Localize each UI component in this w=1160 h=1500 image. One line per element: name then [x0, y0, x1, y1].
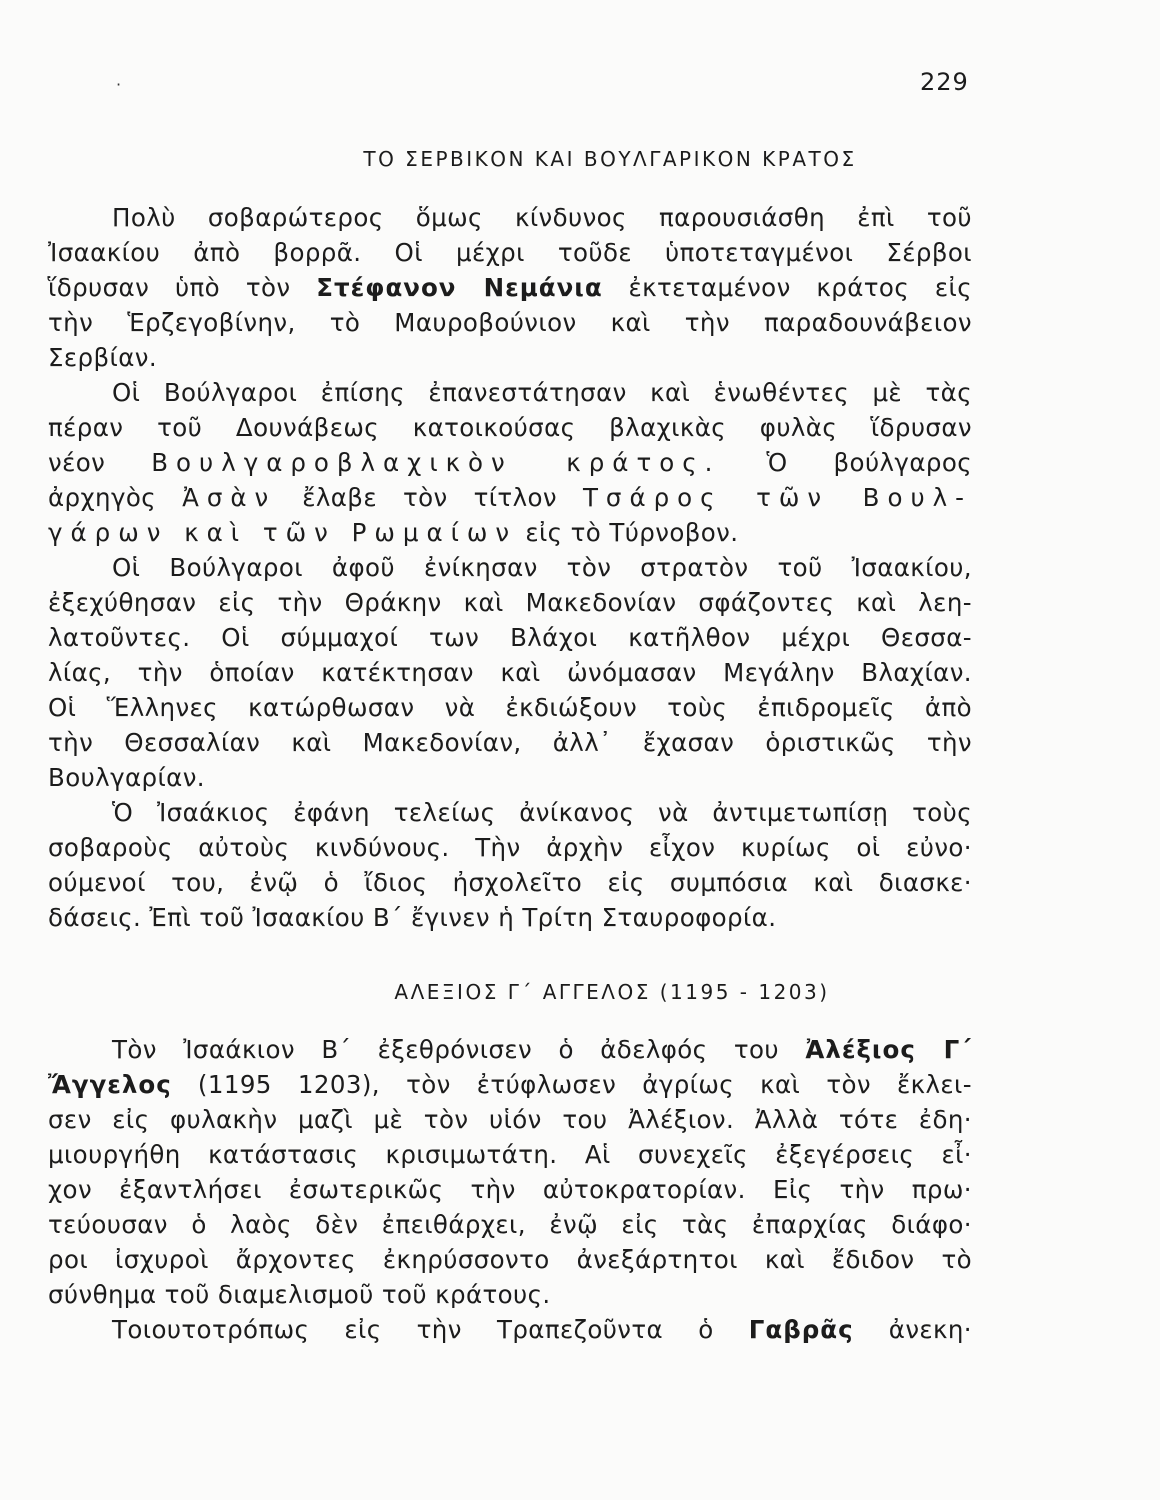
text-line: Βουλγαρίαν. [48, 763, 205, 792]
text-span: ἀνεκη· [888, 1315, 972, 1344]
bold-name: Στέφανον Νεμάνια [316, 273, 603, 302]
text-span: ἐκτεταμένον κράτος εἰς [628, 273, 972, 302]
text-line: Οἱ Βούλγαροι ἐπίσης ἐπανεστάτησαν καὶ ἑνωθέντες μὲ τὰς [112, 378, 972, 407]
text-span: ἔλαβε τὸν τίτλον [302, 483, 557, 512]
text-line [48, 443, 972, 483]
text-line: χον ἐξαντλήσει ἐσωτερικῶς τὴν αὐτοκρατορίαν. Εἰς τὴν πρω· [48, 1175, 972, 1204]
text-line: σεν εἰς φυλακὴν μαζὶ μὲ τὸν υἱόν του Ἀλέξιον. Ἀλλὰ τότε ἐδη· [48, 1105, 972, 1134]
text-line: τὴν Θεσσαλίαν καὶ Μακεδονίαν, ἀλλ᾽ ἔχασαν ὁριστικῶς τὴν [48, 728, 972, 757]
spaced-text: Τσάρος τῶν Βουλ- [582, 483, 972, 512]
text-line: Ὁ Ἰσαάκιος ἐφάνη τελείως ἀνίκανος νὰ ἀντιμετωπίσῃ τοὺς [112, 798, 972, 827]
text-line [112, 1030, 972, 1070]
text-line [48, 478, 972, 518]
text-line: δάσεις. Ἐπὶ τοῦ Ἰσαακίου Β΄ ἔγινεν ἡ Τρίτη Σταυροφορία. [48, 903, 777, 932]
bold-name: Ἀλέξιος Γ΄ [805, 1035, 972, 1064]
text-span: εἰς τὸ Τύρνοβον. [525, 518, 739, 547]
text-span: Τὸν Ἰσαάκιον Β΄ ἐξεθρόνισεν ὁ ἀδελφός του [112, 1035, 779, 1064]
text-line: σύνθημα τοῦ διαμελισμοῦ τοῦ κράτους. [48, 1280, 551, 1309]
text-span: νέον [48, 448, 106, 477]
text-line: Οἱ Ἕλληνες κατώρθωσαν νὰ ἐκδιώξουν τοὺς ἐπιδρομεῖς ἀπὸ [48, 693, 972, 722]
bold-name: Γαβρᾶς [748, 1315, 854, 1344]
text-span: ἵδρυσαν ὑπὸ τὸν [48, 273, 291, 302]
text-line [48, 513, 972, 553]
text-line: ροι ἰσχυροὶ ἄρχοντες ἐκηρύσσοντο ἀνεξάρτητοι καὶ ἔδιδον τὸ [48, 1245, 972, 1274]
text-line: ούμενοί του, ἐνῷ ὁ ἴδιος ἠσχολεῖτο εἰς συμπόσια καὶ διασκε· [48, 868, 972, 897]
text-line [112, 1310, 972, 1350]
section-title-alexios-angelos: ΑΛΕΞΙΟΣ Γ΄ ΑΓΓΕΛΟΣ (1195 - 1203) [394, 980, 830, 1004]
spaced-text: Ἀσὰν [182, 483, 277, 512]
text-span: ἀρχηγὸς [48, 483, 157, 512]
text-line: ἐξεχύθησαν εἰς τὴν Θράκην καὶ Μακεδονίαν σφάζοντες καὶ λεη- [48, 588, 972, 617]
text-line [48, 1065, 972, 1105]
text-line: Ἰσαακίου ἀπὸ βορρᾶ. Οἱ μέχρι τοῦδε ὑποτεταγμένοι Σέρβοι [48, 238, 972, 267]
text-span: Τοιουτοτρόπως εἰς τὴν Τραπεζοῦντα ὁ [112, 1315, 714, 1344]
text-line: Σερβίαν. [48, 343, 158, 372]
text-line: Οἱ Βούλγαροι ἀφοῦ ἐνίκησαν τὸν στρατὸν τοῦ Ἰσαακίου, [112, 553, 972, 582]
text-line: πέραν τοῦ Δουνάβεως κατοικούσας βλαχικὰς φυλὰς ἵδρυσαν [48, 413, 972, 442]
text-line: τὴν Ἑρζεγοβίνην, τὸ Μαυροβούνιον καὶ τὴν παραδουνάβειον [48, 308, 972, 337]
text-line: μιουργήθη κατάστασις κρισιμωτάτη. Αἱ συνεχεῖς ἐξεγέρσεις εἶ· [48, 1140, 972, 1169]
text-line: σοβαροὺς αὐτοὺς κινδύνους. Τὴν ἀρχὴν εἶχον κυρίως οἱ εὐνο· [48, 833, 972, 862]
text-span: Ὁ βούλγαρος [766, 448, 972, 477]
text-line: λίας, τὴν ὁποίαν κατέκτησαν καὶ ὠνόμασαν Μεγάλην Βλαχίαν. [48, 658, 972, 687]
text-line: τεύουσαν ὁ λαὸς δὲν ἐπειθάρχει, ἐνῷ εἰς τὰς ἐπαρχίας διάφο· [48, 1210, 972, 1239]
text-line: λατοῦντες. Οἱ σύμμαχοί των Βλάχοι κατῆλθον μέχρι Θεσσα- [48, 623, 972, 652]
page-number: 229 [920, 68, 969, 96]
section-title-serbian-bulgarian: ΤΟ ΣΕΡΒΙΚΟΝ ΚΑΙ ΒΟΥΛΓΑΡΙΚΟΝ ΚΡΑΤΟΣ [363, 147, 857, 171]
page-mark: · [116, 75, 122, 94]
spaced-text: Βουλγαροβλαχικὸν κράτος. [151, 448, 721, 477]
text-line: Πολὺ σοβαρώτερος ὅμως κίνδυνος παρουσιάσθη ἐπὶ τοῦ [112, 203, 972, 232]
spaced-text: γάρων καὶ τῶν Ρωμαίων [48, 518, 518, 547]
text-line [48, 268, 972, 308]
text-span: (1195 1203), τὸν ἐτύφλωσεν ἀγρίως καὶ τὸν ἔκλει- [197, 1070, 972, 1099]
bold-name: Ἄγγελος [48, 1070, 172, 1099]
